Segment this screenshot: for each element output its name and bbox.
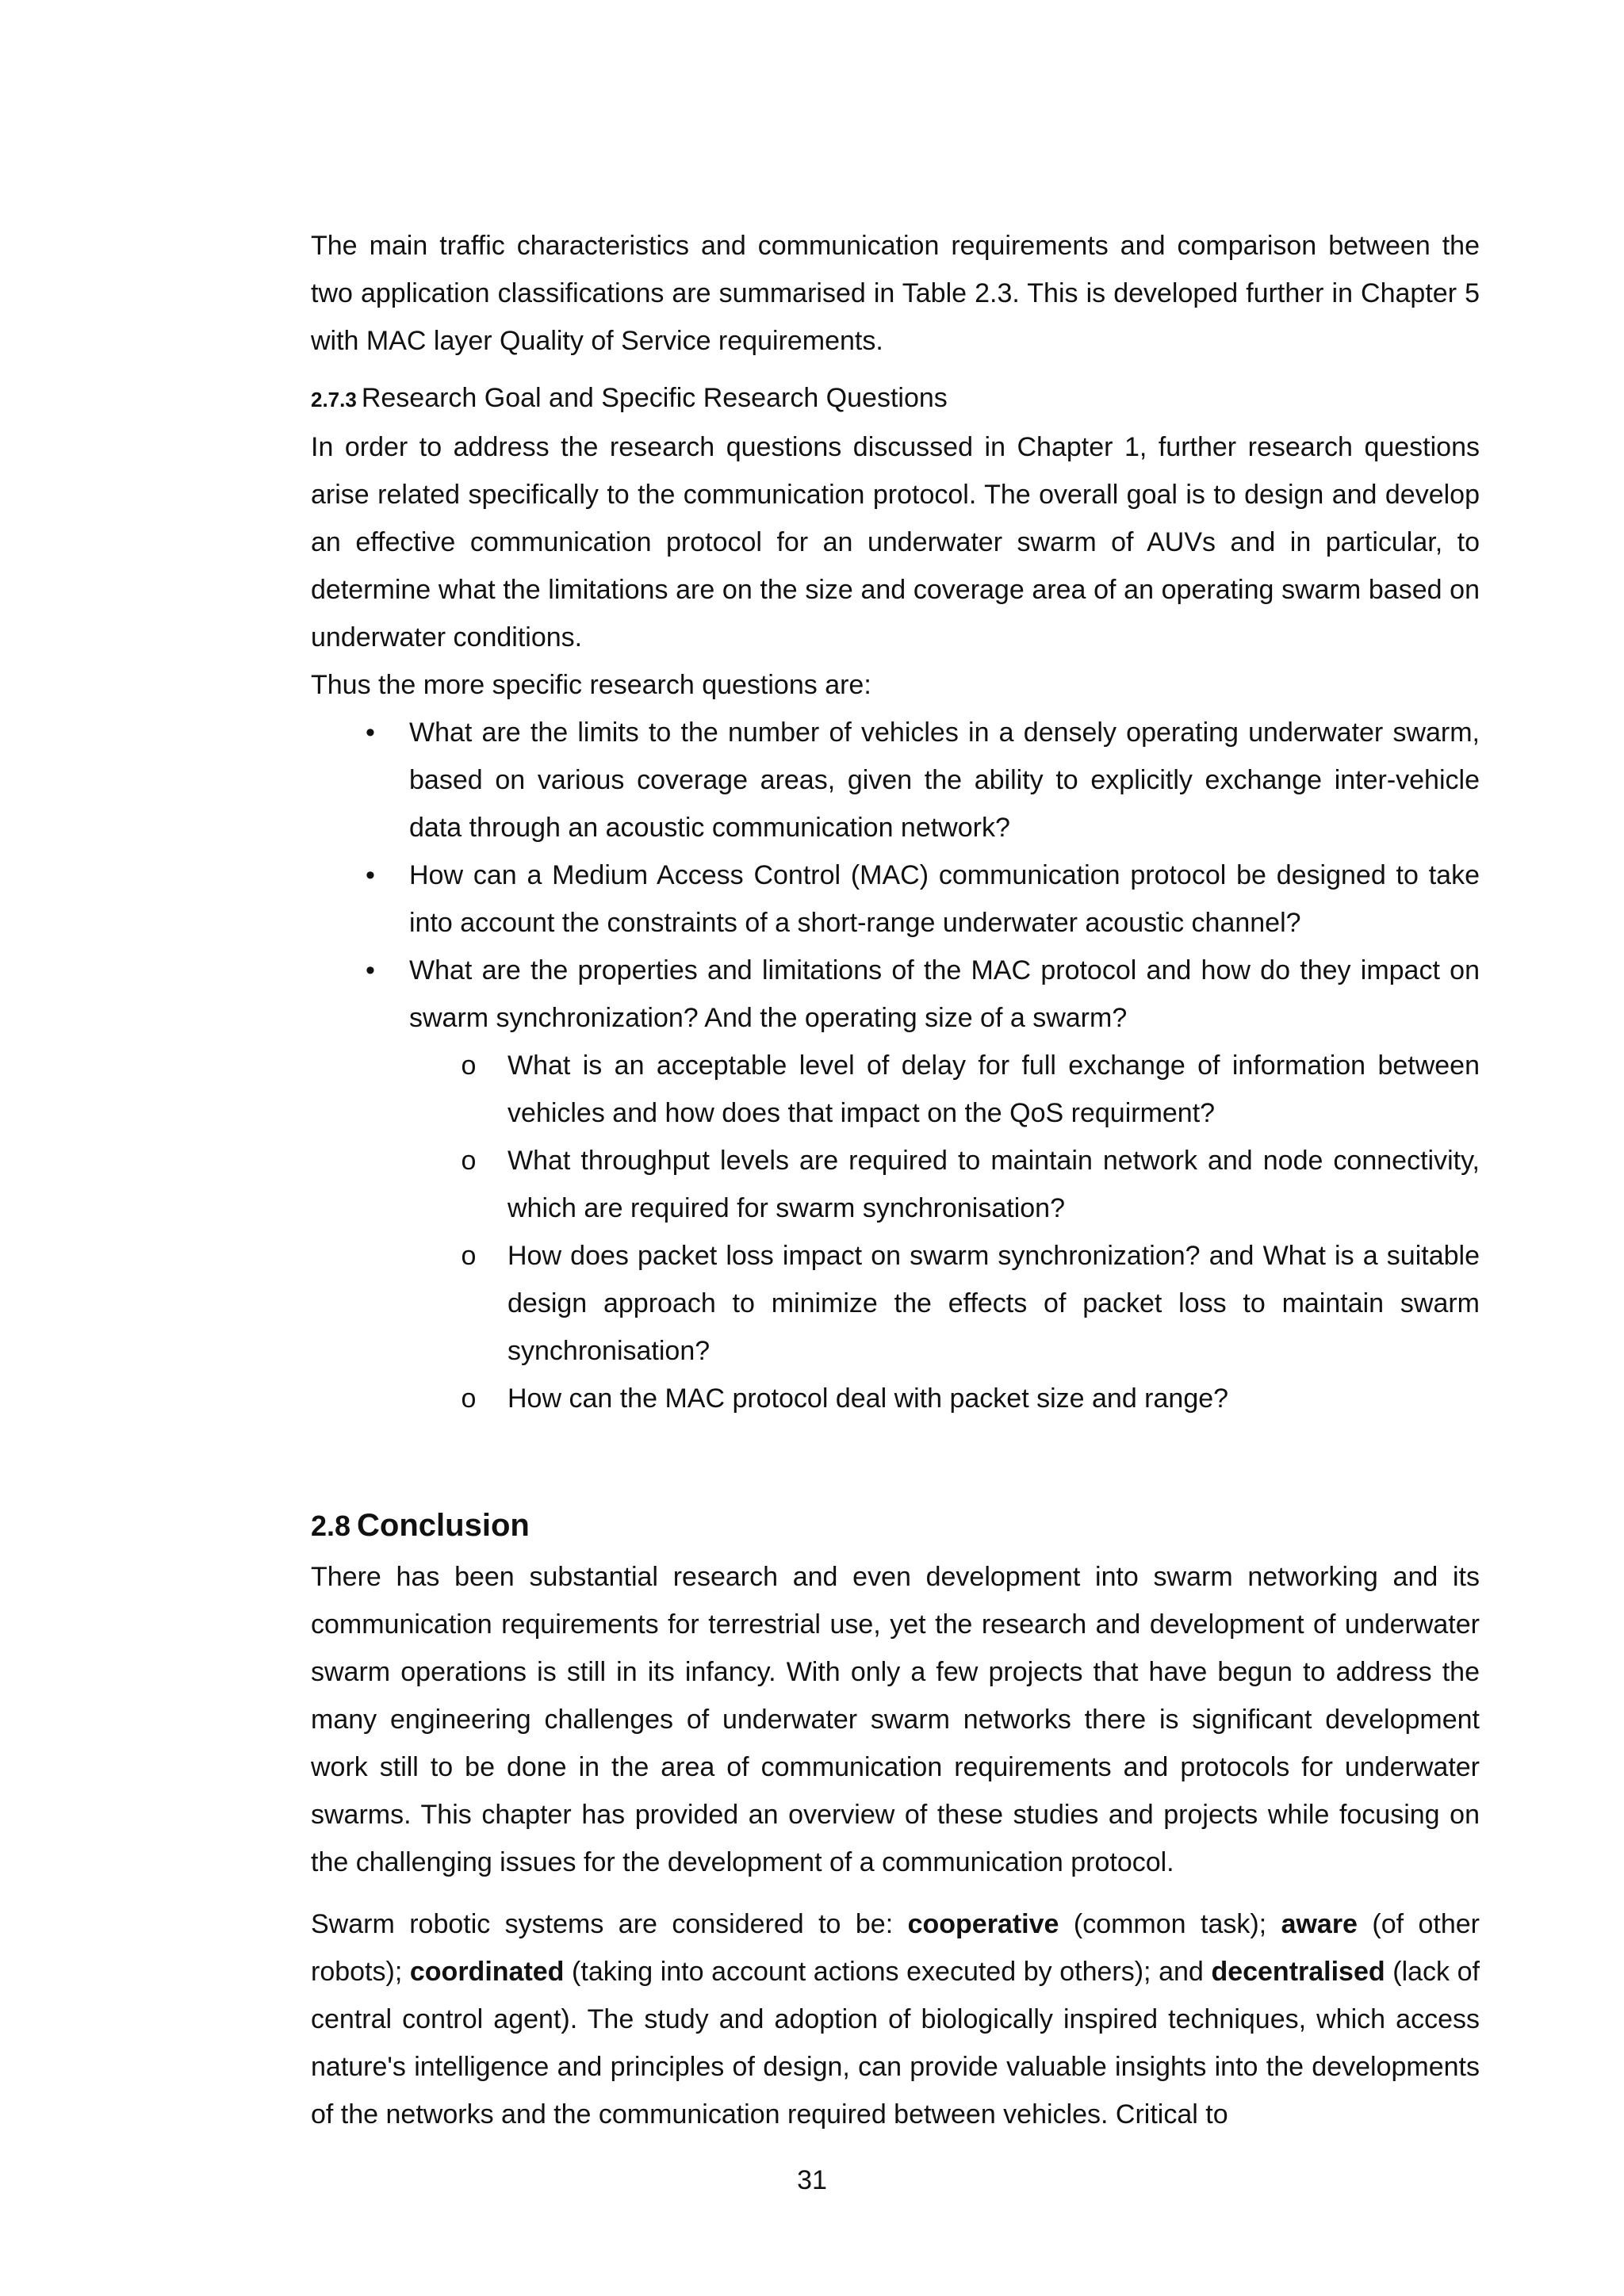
lead-in-text: Thus the more specific research questions are: (311, 670, 871, 700)
list-item (409, 1042, 1480, 1137)
text-run: (taking into account actions executed by others); and (564, 1957, 1212, 1987)
question-text: What are the limits to the number of vehicles in a densely operating underwater swarm, based on various coverage areas, given the ability to explicitly exchange inter-vehicle data through an acoustic communication network? (409, 718, 1480, 843)
question-text: What are the properties and limitations of the MAC protocol and how do they impact on swarm synchronization? And the operating size of a swarm? (409, 955, 1480, 1033)
list-item (409, 1137, 1480, 1232)
sub-bullet-icon: o (461, 1241, 477, 1271)
text-run: Swarm robotic systems are considered to be: (311, 1909, 908, 1939)
text-run: (common task); (1059, 1909, 1281, 1939)
research-questions-list (311, 709, 1480, 1042)
bold-term: cooperative (907, 1909, 1059, 1939)
section-number: 2.8 (311, 1510, 351, 1542)
list-item (311, 851, 1480, 947)
research-goal-paragraph: In order to address the research questions discussed in Chapter 1, further research questions arise related specifically to the communication protocol. The overall goal is to design and develop an effective communication protocol for an underwater swarm of AUVs and in particular, to determine what the limitations are on the size and coverage area of an operating swarm based on underwater conditions. (311, 432, 1480, 652)
section-title: Conclusion (357, 1508, 530, 1543)
section-number: 2.7.3 (311, 388, 357, 411)
question-text: How can a Medium Access Control (MAC) communication protocol be designed to take into account the constraints of a short-range underwater acoustic channel? (409, 860, 1480, 938)
bold-term: aware (1281, 1909, 1358, 1939)
sub-bullet-icon: o (461, 1050, 477, 1081)
intro-paragraph: The main traffic characteristics and communication requirements and comparison between the two application classifications are summarised in Table 2.3. This is developed further in Chapter 5 with MAC layer Quality of Service requirements. (311, 231, 1480, 356)
bullet-icon: • (366, 718, 375, 748)
list-item (311, 709, 1480, 851)
bullet-icon: • (366, 955, 375, 985)
sub-question-text: What is an acceptable level of delay for full exchange of information between vehicles and how does that impact on the QoS requirment? (508, 1050, 1480, 1128)
conclusion-paragraph-1: There has been substantial research and even development into swarm networking and its communication requirements for terrestrial use, yet the research and development of underwater swarm operations is still in its infancy. With only a few projects that have begun to address the many engineering challenges of underwater swarm networks there is significant development work still to be done in the area of communication requirements and protocols for underwater swarms. This chapter has provided an overview of these studies and projects while focusing on the challenging issues for the development of a communication protocol. (311, 1562, 1480, 1877)
sub-question-text: How can the MAC protocol deal with packet size and range? (508, 1383, 1229, 1414)
section-title: Research Goal and Specific Research Questions (361, 383, 948, 413)
sub-bullet-icon: o (461, 1146, 477, 1176)
sub-question-text: How does packet loss impact on swarm synchronization? and What is a suitable design approach to minimize the effects of packet loss to maintain swarm synchronisation? (508, 1241, 1480, 1366)
section-2-8-heading (311, 1502, 1480, 1550)
bold-term: decentralised (1211, 1957, 1385, 1987)
bold-term: coordinated (409, 1957, 565, 1987)
list-item (409, 1375, 1480, 1422)
sub-bullet-icon: o (461, 1383, 477, 1414)
conclusion-paragraph-2 (311, 1900, 1480, 2138)
section-2-7-3-heading (311, 379, 1480, 419)
page-content (311, 222, 1480, 2138)
sub-questions-list (311, 1042, 1480, 1422)
text-run: (lack of central control agent). The study and adoption of biologically inspired techniques, which access nature's intelligence and principles of design, can provide valuable insights into the developments of the networks and the communication required between vehicles. Critical to (311, 1957, 1480, 2130)
bullet-icon: • (366, 860, 375, 890)
text-run: (of other robots); (311, 1909, 1480, 1987)
list-item (409, 1232, 1480, 1375)
sub-question-text: What throughput levels are required to maintain network and node connectivity, which are required for swarm synchronisation? (508, 1146, 1480, 1223)
page-number: 31 (797, 2165, 827, 2195)
list-item (311, 947, 1480, 1042)
